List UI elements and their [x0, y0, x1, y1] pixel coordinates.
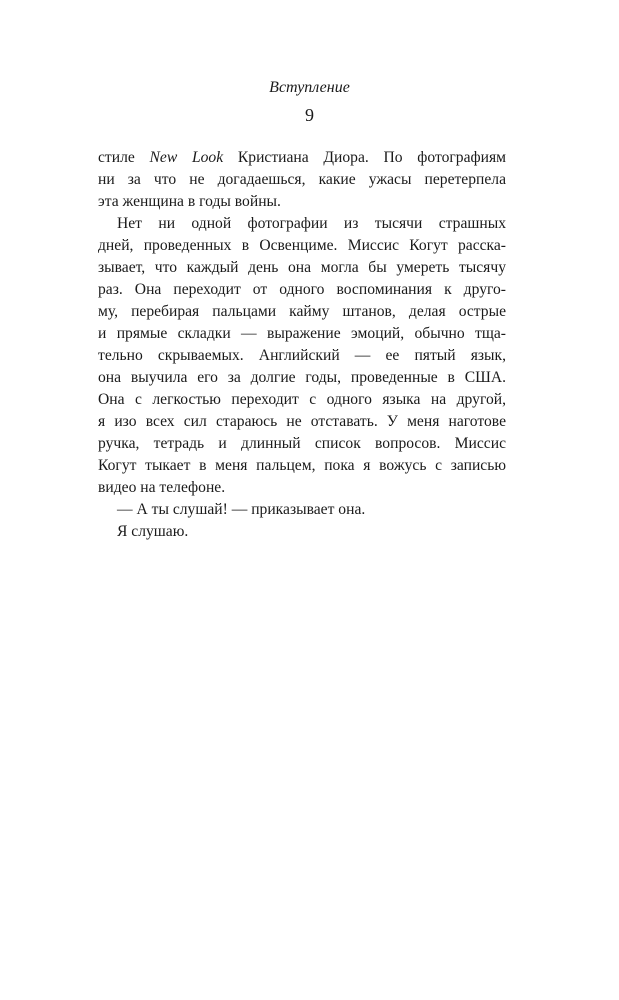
emphasis-text: New Look [149, 149, 224, 166]
text-line: тельно скрываемых. Английский — ее пятый язык, [98, 347, 506, 364]
text-line: видео на телефоне. [98, 479, 226, 496]
paragraph [98, 213, 506, 499]
text-line: эта женщина в годы войны. [98, 193, 281, 210]
text-line: она выучила его за долгие годы, проведенные в США. [98, 369, 506, 386]
chapter-title: Вступление [269, 79, 350, 96]
paragraph [98, 499, 506, 521]
text-line: дней, проведенных в Освенциме. Миссис Когут расска- [98, 237, 506, 254]
text-line: Когут тыкает в меня пальцем, пока я вожусь с записью [98, 457, 506, 474]
paragraph [98, 147, 506, 213]
text-line: Она с легкостью переходит с одного языка на другой, [98, 391, 506, 408]
text-line: ручка, тетрадь и длинный список вопросов. Миссис [98, 435, 506, 452]
text-line: и прямые складки — выражение эмоций, обычно тща- [98, 325, 506, 342]
text-line: му, перебирая пальцами кайму штанов, делая острые [98, 303, 506, 320]
text-line: раз. Она переходит от одного воспоминания к друго- [98, 281, 506, 298]
body-text [98, 147, 506, 543]
text-line: зывает, что каждый день она могла бы умереть тысячу [98, 259, 506, 276]
paragraph [98, 521, 506, 543]
page-number: 9 [305, 105, 314, 125]
text-line: Я слушаю. [117, 523, 189, 540]
text-line: стиле New Look Кристиана Диора. По фотографиям [98, 149, 507, 166]
text-line: ни за что не догадаешься, какие ужасы перетерпела [98, 171, 506, 188]
text-line: я изо всех сил стараюсь не отставать. У меня наготове [98, 413, 506, 430]
text-line: Нет ни одной фотографии из тысячи страшных [117, 215, 506, 232]
text-line: — А ты слушай! — приказывает она. [117, 501, 366, 518]
